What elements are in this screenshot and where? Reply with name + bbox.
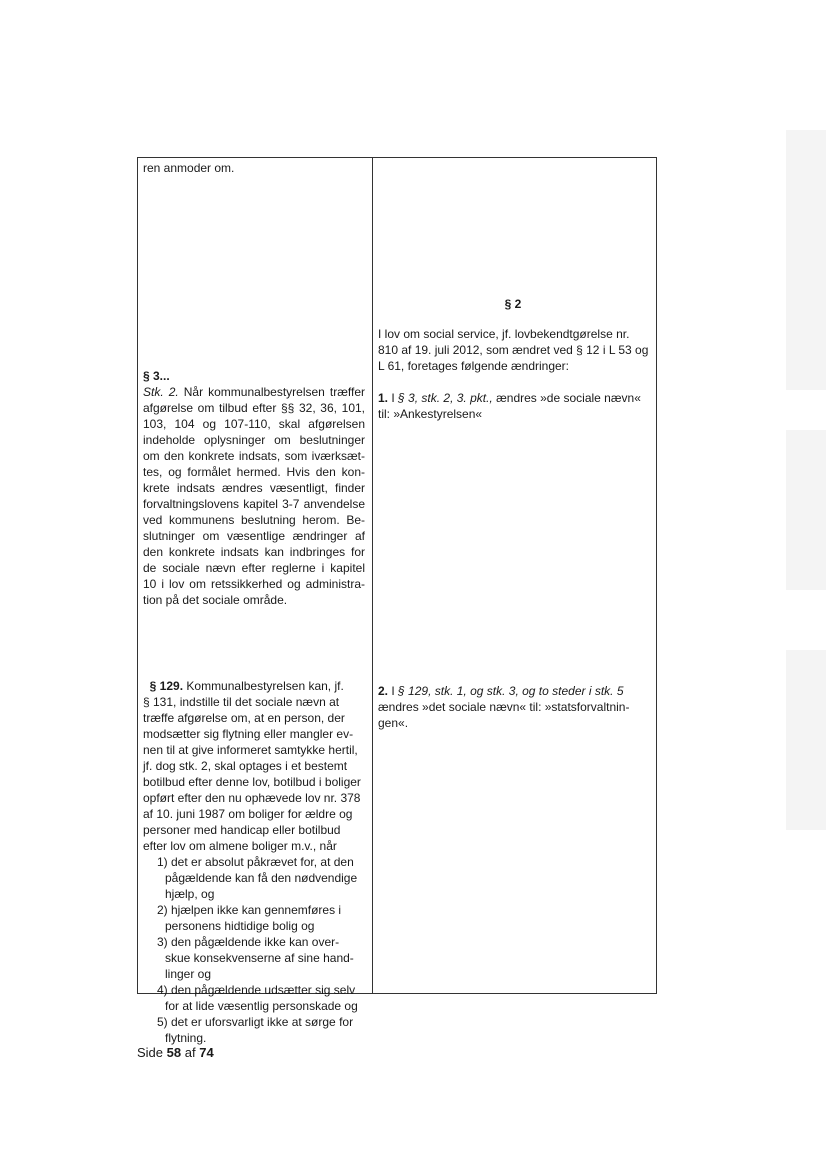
scan-edge-shadow-top [786, 130, 826, 390]
list-item: 5) det er uforsvarligt ikke at sørge for flytning. [157, 1015, 354, 1045]
list-item: 4) den pågældende udsætter sig selv for at lide væsentlig personskade og [157, 983, 358, 1013]
section-2-heading: § 2 [504, 297, 522, 311]
section-3-heading: § 3... [143, 369, 170, 383]
list-item: 1) det er absolut påkrævet for, at den pågældende kan få den nødvendige hjælp, og [157, 855, 358, 901]
section-3-block [143, 368, 365, 608]
left-top-fragment: ren anmoder om. [143, 161, 235, 175]
amendment-2-reference: § 129, stk. 1, og stk. 3, og to steder i stk. 5 [398, 684, 624, 698]
section-2-intro: I lov om social service, jf. lovbekendtgørelse nr. 810 af 19. juli 2012, som ændret ved § 12 i L 53 og L 61, foretages følgende ændringer: [378, 327, 649, 373]
page-footer: Side 58 af 74 [137, 1045, 214, 1060]
amendment-2: 2. I § 129, stk. 1, og stk. 3, og to steder i stk. 5 ændres »det sociale nævn« til: »statsforvaltnin- gen«. [378, 684, 630, 730]
list-item: 3) den pågældende ikke kan over- skue konsekvenserne af sine hand- linger og [157, 935, 354, 981]
amendment-1: 1. I § 3, stk. 2, 3. pkt., ændres »de sociale nævn« til: »Ankestyrelsen« [378, 391, 641, 421]
list-item: 2) hjælpen ikke kan gennemføres i personens hidtidige bolig og [157, 903, 342, 933]
scan-edge-shadow-mid [786, 430, 826, 590]
stk-label: Stk. 2. [143, 385, 179, 399]
scan-edge-shadow-low [786, 650, 826, 830]
column-divider [372, 158, 373, 993]
page-number: 58 [166, 1045, 182, 1060]
amendment-1-reference: § 3, stk. 2, 3. pkt., [398, 391, 493, 405]
amendment-2-number: 2. [378, 684, 389, 698]
section-129-heading: § 129. [149, 679, 184, 693]
amendment-1-number: 1. [378, 391, 389, 405]
comparison-table [137, 157, 657, 1045]
section-129-block: § 129. Kommunalbestyrelsen kan, jf. § 131, indstille til det sociale nævn at træffe afgørelse om, at en person, der modsætter sig flytning eller mangler ev- nen til at give informeret samtykke hertil, jf. dog stk. 2, skal optages i et bestemt botilbud efter denne lov, botilbud i boliger opført efter den nu ophævede lov nr. 378 af 10. juni 1987 om boliger for ældre og personer med handicap eller botilbud efter lov om almene boliger m.v., når 1) det er absolut påkrævet for, at den pågældende kan få den nødvendige hjælp, og 2) hjælpen ikke kan gennemføres i personens hidtidige bolig og 3) den pågældende ikke kan over- skue konsekvenserne af sine hand- linger og 4) den pågældende udsætter sig selv for at lide væsentlig personskade og 5) det er uforsvarligt ikke at sørge for flytning. [143, 678, 371, 1046]
section-3-body: Stk. 2. Når kommunalbestyrelsen træffer afgørelse om tilbud efter §§ 32, 36, 101, 103, 104 og 107-110, skal afgørelsen indeholde oplysninger om beslutninger om den konkrete indsats, som iværksæt- tes, og formålet hermed. Hvis den kon- krete indsats ændres væsentligt, finder forvaltningslovens kapitel 3-7 anvendelse ved kommunens beslutning herom. Be- slutninger om væsentlige ændringer af den konkrete indsats kan indbringes for de sociale nævn efter reglerne i kapitel 10 i lov om retssikkerhed og administra- tion på det sociale område. [143, 385, 366, 607]
page-total: 74 [199, 1045, 214, 1060]
